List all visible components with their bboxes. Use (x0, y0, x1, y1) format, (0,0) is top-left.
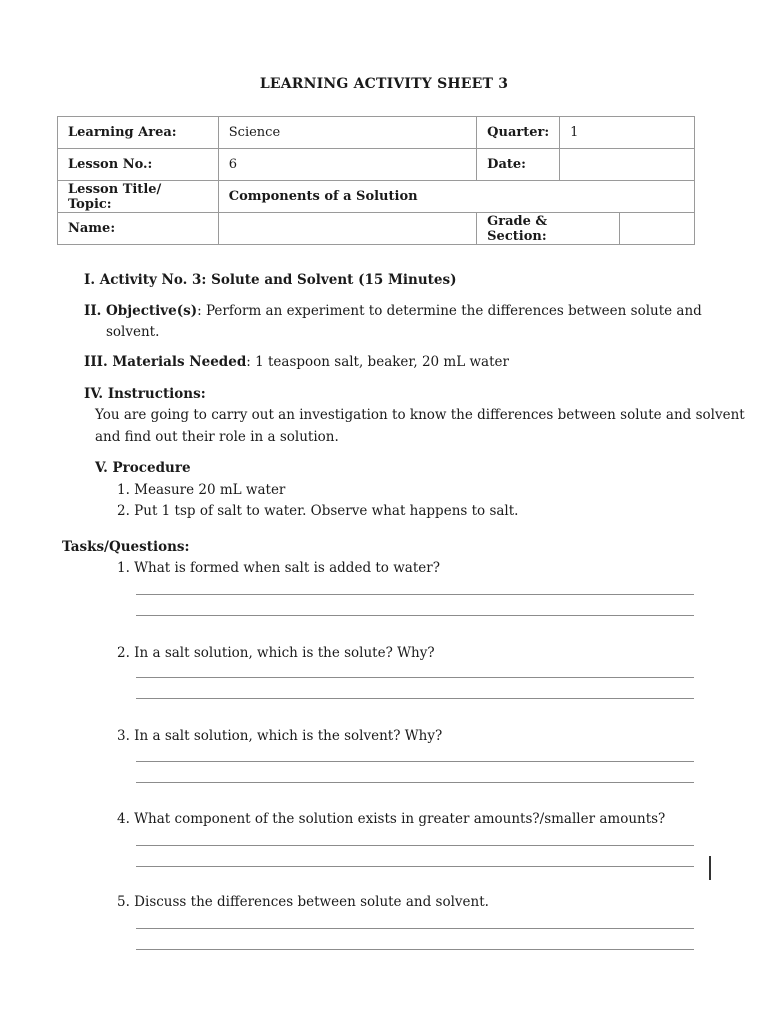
quarter-label: Quarter: (477, 117, 560, 149)
lesson-title-label: Lesson Title/ Topic: (58, 181, 219, 213)
objective-label: II. Objective(s) (84, 303, 198, 319)
table-row (58, 181, 695, 213)
answer-line[interactable] (136, 845, 694, 846)
answer-line[interactable] (136, 782, 694, 783)
objective-line (84, 301, 702, 322)
materials-label: III. Materials Needed (84, 354, 247, 370)
lesson-no-value: 6 (218, 149, 476, 181)
date-field[interactable] (560, 149, 695, 181)
page-title: LEARNING ACTIVITY SHEET 3 (259, 76, 509, 92)
answer-line[interactable] (136, 698, 694, 699)
lesson-info-table (57, 116, 695, 245)
answer-line[interactable] (136, 866, 694, 867)
name-field[interactable] (218, 213, 476, 245)
lesson-no-label: Lesson No.: (58, 149, 219, 181)
procedure-step: 1. Measure 20 mL water (117, 482, 286, 498)
grade-section-field[interactable] (620, 213, 695, 245)
question-item: 3. In a salt solution, which is the solvent? Why? (117, 728, 443, 744)
answer-line[interactable] (136, 594, 694, 595)
quarter-value: 1 (560, 117, 695, 149)
question-item: 1. What is formed when salt is added to water? (117, 560, 440, 576)
objective-text: : Perform an experiment to determine the differences between solute and (197, 303, 702, 319)
answer-line[interactable] (136, 761, 694, 762)
activity-heading: I. Activity No. 3: Solute and Solvent (15 Minutes) (84, 272, 457, 288)
materials-line (84, 352, 509, 373)
date-label: Date: (477, 149, 560, 181)
grade-section-label: Grade & Section: (477, 213, 620, 245)
table-row (58, 117, 695, 149)
learning-area-value: Science (218, 117, 476, 149)
question-item: 4. What component of the solution exists in greater amounts?/smaller amounts? (117, 811, 666, 827)
question-item: 5. Discuss the differences between solute and solvent. (117, 894, 489, 910)
materials-text: : 1 teaspoon salt, beaker, 20 mL water (246, 354, 509, 370)
tasks-heading: Tasks/Questions: (62, 539, 190, 555)
learning-area-label: Learning Area: (58, 117, 219, 149)
lesson-title-value: Components of a Solution (218, 181, 694, 213)
table-row (58, 149, 695, 181)
name-label: Name: (58, 213, 219, 245)
instructions-text: You are going to carry out an investigation to know the differences between solute and solvent (95, 407, 745, 423)
margin-mark (709, 856, 711, 880)
answer-line[interactable] (136, 928, 694, 929)
answer-line[interactable] (136, 949, 694, 950)
objective-text-cont: solvent. (106, 324, 160, 340)
question-item: 2. In a salt solution, which is the solute? Why? (117, 645, 435, 661)
instructions-heading: IV. Instructions: (84, 386, 206, 402)
table-row (58, 213, 695, 245)
answer-line[interactable] (136, 677, 694, 678)
instructions-text-cont: and find out their role in a solution. (95, 429, 339, 445)
procedure-step: 2. Put 1 tsp of salt to water. Observe what happens to salt. (117, 503, 519, 519)
answer-line[interactable] (136, 615, 694, 616)
procedure-heading: V. Procedure (95, 460, 191, 476)
